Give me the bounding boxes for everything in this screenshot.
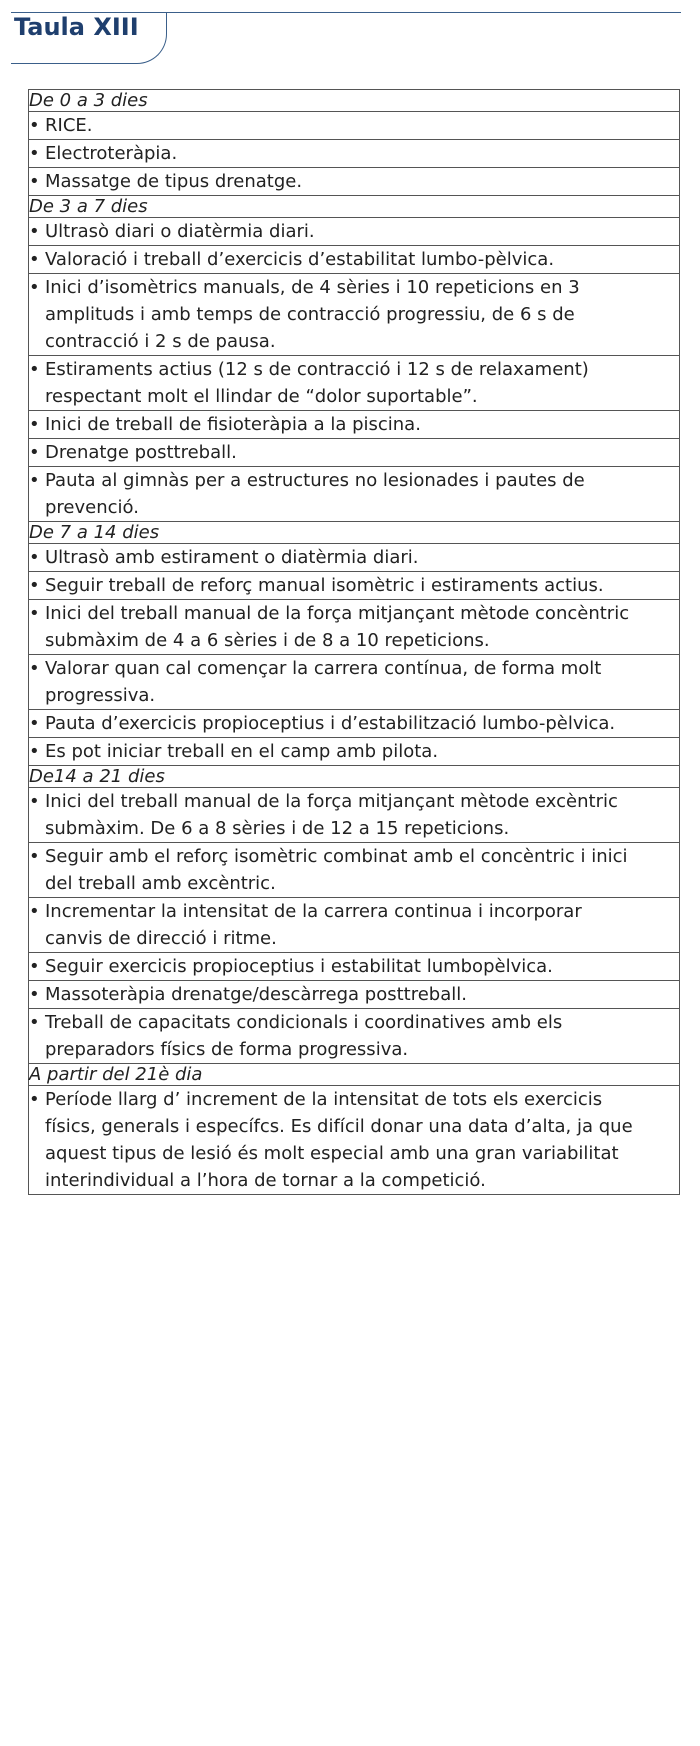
list-item-text: Inici de treball de fisioteràpia a la piscina. (45, 414, 421, 435)
list-item (29, 274, 680, 356)
list-item-text: Pauta al gimnàs per a estructures no lesionades i pautes de prevenció. (45, 470, 585, 518)
list-item-row (29, 411, 680, 439)
list-item-text: Seguir amb el reforç isomètric combinat amb el concèntric i inici del treball amb excèntric. (45, 846, 628, 894)
bullet-icon: • (29, 221, 40, 242)
list-item-text: Incrementar la intensitat de la carrera continua i incorporar canvis de direcció i ritme. (45, 901, 582, 949)
bullet-icon: • (29, 741, 40, 762)
list-item (29, 981, 680, 1009)
section-heading-row (29, 90, 680, 112)
bullet-icon: • (29, 547, 40, 568)
bullet-icon: • (29, 442, 40, 463)
bullet-icon: • (29, 470, 40, 491)
bullet-icon: • (29, 603, 40, 624)
list-item (29, 246, 680, 274)
list-item (29, 356, 680, 411)
list-item-text: Drenatge posttreball. (45, 442, 237, 463)
list-item-row (29, 981, 680, 1009)
list-item (29, 439, 680, 467)
list-item (29, 710, 680, 738)
section-heading: De 7 a 14 dies (29, 522, 680, 544)
bullet-icon: • (29, 791, 40, 812)
bullet-icon: • (29, 414, 40, 435)
bullet-icon: • (29, 575, 40, 596)
list-item-row (29, 655, 680, 710)
list-item-text: Es pot iniciar treball en el camp amb pilota. (45, 741, 439, 762)
list-item-text: Massoteràpia drenatge/descàrrega posttreball. (45, 984, 467, 1005)
list-item-row (29, 246, 680, 274)
list-item (29, 112, 680, 140)
bullet-icon: • (29, 1089, 40, 1110)
list-item-row (29, 898, 680, 953)
list-item-row (29, 738, 680, 766)
list-item-row (29, 274, 680, 356)
section-heading: A partir del 21è dia (29, 1064, 680, 1086)
list-item (29, 467, 680, 522)
bullet-icon: • (29, 143, 40, 164)
treatment-table (28, 89, 680, 1195)
list-item-row (29, 953, 680, 981)
list-item-row (29, 168, 680, 196)
list-item-row (29, 140, 680, 168)
section-heading: De 0 a 3 dies (29, 90, 680, 112)
bullet-icon: • (29, 658, 40, 679)
section-heading-row (29, 1064, 680, 1086)
list-item-row (29, 843, 680, 898)
list-item (29, 544, 680, 572)
bullet-icon: • (29, 277, 40, 298)
list-item-text: Massatge de tipus drenatge. (45, 171, 303, 192)
list-item-row (29, 356, 680, 411)
list-item (29, 953, 680, 981)
list-item-text: Seguir exercicis propioceptius i estabilitat lumbopèlvica. (45, 956, 553, 977)
list-item-text: Treball de capacitats condicionals i coordinatives amb els preparadors físics de forma progressiva. (45, 1012, 563, 1060)
list-item-row (29, 218, 680, 246)
list-item-text: Ultrasò diari o diatèrmia diari. (45, 221, 315, 242)
list-item-row (29, 544, 680, 572)
list-item (29, 738, 680, 766)
list-item (29, 788, 680, 843)
list-item (29, 600, 680, 655)
list-item-row (29, 572, 680, 600)
section-heading-row (29, 522, 680, 544)
list-item-row (29, 788, 680, 843)
list-item (29, 843, 680, 898)
list-item-row (29, 1009, 680, 1064)
list-item-text: Període llarg d’ increment de la intensitat de tots els exercicis físics, generals i específcs. Es difícil donar una data d’alta, ja que aquest tipus de lesió és molt especial amb una gran variabilitat interindividual a l’hora de tornar a la competició. (45, 1089, 633, 1191)
list-item (29, 1086, 680, 1195)
list-item-row (29, 600, 680, 655)
list-item-row (29, 1086, 680, 1195)
bullet-icon: • (29, 901, 40, 922)
list-item-text: Pauta d’exercicis propioceptius i d’estabilització lumbo-pèlvica. (45, 713, 616, 734)
bullet-icon: • (29, 249, 40, 270)
list-item (29, 168, 680, 196)
bullet-icon: • (29, 359, 40, 380)
list-item-row (29, 467, 680, 522)
list-item-text: Seguir treball de reforç manual isomètric i estiraments actius. (45, 575, 604, 596)
bullet-icon: • (29, 1012, 40, 1033)
list-item (29, 411, 680, 439)
bullet-icon: • (29, 171, 40, 192)
list-item-row (29, 112, 680, 140)
list-item-text: Inici del treball manual de la força mitjançant mètode excèntric submàxim. De 6 a 8 sèries i de 12 a 15 repeticions. (45, 791, 618, 839)
section-heading: De14 a 21 dies (29, 766, 680, 788)
list-item-text: Estiraments actius (12 s de contracció i 12 s de relaxament) respectant molt el llindar de “dolor suportable”. (45, 359, 589, 407)
section-heading-row (29, 766, 680, 788)
list-item-row (29, 710, 680, 738)
list-item-text: Inici d’isomètrics manuals, de 4 sèries i 10 repeticions en 3 amplituds i amb temps de contracció progressiu, de 6 s de contracció i 2 s de pausa. (45, 277, 580, 352)
list-item (29, 1009, 680, 1064)
list-item (29, 140, 680, 168)
list-item-text: Electroteràpia. (45, 143, 178, 164)
bullet-icon: • (29, 984, 40, 1005)
section-heading-row (29, 196, 680, 218)
list-item-text: Inici del treball manual de la força mitjançant mètode concèntric submàxim de 4 a 6 sèries i de 8 a 10 repeticions. (45, 603, 630, 651)
list-item (29, 898, 680, 953)
bullet-icon: • (29, 846, 40, 867)
list-item-text: Ultrasò amb estirament o diatèrmia diari. (45, 547, 419, 568)
table-title: Taula XIII (14, 13, 139, 41)
bullet-icon: • (29, 115, 40, 136)
bullet-icon: • (29, 713, 40, 734)
list-item (29, 572, 680, 600)
list-item (29, 655, 680, 710)
list-item-text: Valoració i treball d’exercicis d’estabilitat lumbo-pèlvica. (45, 249, 555, 270)
list-item-text: Valorar quan cal començar la carrera contínua, de forma molt progressiva. (45, 658, 602, 706)
treatment-table-body (29, 90, 680, 1195)
bullet-icon: • (29, 956, 40, 977)
list-item-row (29, 439, 680, 467)
list-item-text: RICE. (45, 115, 93, 136)
section-heading: De 3 a 7 dies (29, 196, 680, 218)
list-item (29, 218, 680, 246)
